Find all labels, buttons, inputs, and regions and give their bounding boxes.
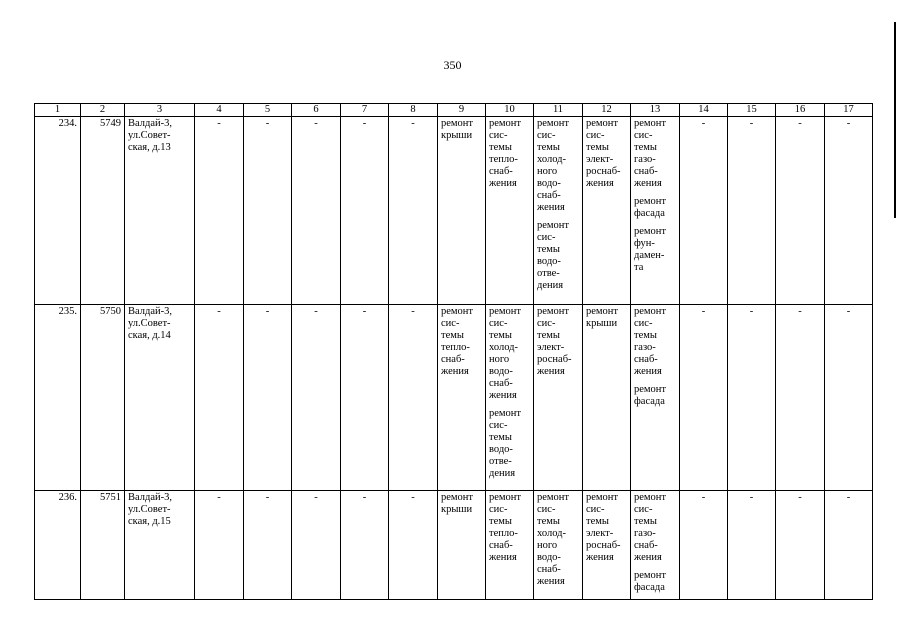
empty-cell: - [680, 491, 728, 600]
empty-cell: - [195, 491, 244, 600]
work-item: ремонт фасада [634, 570, 667, 593]
works-cell [486, 117, 534, 305]
table-row [35, 491, 873, 600]
work-item: ремонт фасада [634, 196, 667, 219]
row-number: 234. [35, 117, 81, 305]
column-number: 12 [583, 104, 631, 117]
empty-cell: - [195, 117, 244, 305]
column-number: 15 [728, 104, 776, 117]
empty-cell: - [728, 491, 776, 600]
work-item: ремонт сис- темы холод- ного водо- снаб- жения [537, 118, 570, 213]
column-number: 3 [125, 104, 195, 117]
work-item: ремонт фасада [634, 384, 667, 407]
column-number: 2 [81, 104, 125, 117]
column-number: 16 [776, 104, 825, 117]
empty-cell: - [195, 305, 244, 491]
column-number: 8 [389, 104, 438, 117]
works-cell [583, 491, 631, 600]
empty-cell: - [292, 491, 341, 600]
house-id: 5750 [81, 305, 125, 491]
column-number: 1 [35, 104, 81, 117]
house-address: Валдай-3, ул.Совет- ская, д.14 [125, 305, 195, 491]
work-item: ремонт крыши [441, 118, 474, 141]
empty-cell: - [244, 491, 292, 600]
empty-cell: - [825, 305, 873, 491]
empty-cell: - [341, 117, 389, 305]
empty-cell: - [389, 117, 438, 305]
empty-cell: - [292, 117, 341, 305]
work-item: ремонт крыши [586, 306, 619, 329]
column-number: 17 [825, 104, 873, 117]
work-item: ремонт сис- темы тепло- снаб- жения [441, 306, 474, 377]
works-cell [438, 305, 486, 491]
empty-cell: - [244, 117, 292, 305]
empty-cell: - [680, 117, 728, 305]
row-number: 235. [35, 305, 81, 491]
work-item: ремонт крыши [441, 492, 474, 515]
works-cell [583, 305, 631, 491]
empty-cell: - [292, 305, 341, 491]
empty-cell: - [728, 117, 776, 305]
house-address: Валдай-3, ул.Совет- ская, д.15 [125, 491, 195, 600]
column-number: 11 [534, 104, 583, 117]
empty-cell: - [776, 305, 825, 491]
work-item: ремонт сис- темы водо- отве- дения [537, 220, 570, 291]
empty-cell: - [341, 491, 389, 600]
column-number-row [35, 104, 873, 117]
margin-bar [894, 22, 896, 218]
empty-cell: - [680, 305, 728, 491]
work-item: ремонт сис- темы газо- снаб- жения [634, 492, 667, 563]
works-cell [486, 305, 534, 491]
empty-cell: - [728, 305, 776, 491]
empty-cell: - [389, 491, 438, 600]
work-item: ремонт сис- темы тепло- снаб- жения [489, 492, 522, 563]
empty-cell: - [825, 491, 873, 600]
work-item: ремонт сис- темы элект- роснаб- жения [586, 492, 621, 563]
works-cell [534, 117, 583, 305]
work-item: ремонт фун- дамен- та [634, 226, 667, 273]
table-row [35, 305, 873, 491]
work-item: ремонт сис- темы холод- ного водо- снаб- жения [489, 306, 522, 401]
empty-cell: - [825, 117, 873, 305]
row-number: 236. [35, 491, 81, 600]
works-cell [486, 491, 534, 600]
works-cell [583, 117, 631, 305]
works-cell [631, 305, 680, 491]
empty-cell: - [389, 305, 438, 491]
page-number: 350 [443, 58, 462, 72]
works-table [34, 103, 873, 600]
column-number: 14 [680, 104, 728, 117]
house-id: 5751 [81, 491, 125, 600]
column-number: 4 [195, 104, 244, 117]
works-cell [438, 491, 486, 600]
works-cell [631, 117, 680, 305]
column-number: 7 [341, 104, 389, 117]
column-number: 13 [631, 104, 680, 117]
works-cell [438, 117, 486, 305]
empty-cell: - [776, 117, 825, 305]
house-id: 5749 [81, 117, 125, 305]
work-item: ремонт сис- темы водо- отве- дения [489, 408, 522, 479]
work-item: ремонт сис- темы элект- роснаб- жения [586, 118, 621, 189]
column-number: 5 [244, 104, 292, 117]
table-row [35, 117, 873, 305]
house-address: Валдай-3, ул.Совет- ская, д.13 [125, 117, 195, 305]
column-number: 10 [486, 104, 534, 117]
work-item: ремонт сис- темы газо- снаб- жения [634, 306, 667, 377]
column-number: 6 [292, 104, 341, 117]
works-cell [534, 491, 583, 600]
work-item: ремонт сис- темы газо- снаб- жения [634, 118, 667, 189]
empty-cell: - [341, 305, 389, 491]
works-cell [534, 305, 583, 491]
work-item: ремонт сис- темы тепло- снаб- жения [489, 118, 522, 189]
work-item: ремонт сис- темы элект- роснаб- жения [537, 306, 572, 377]
column-number: 9 [438, 104, 486, 117]
empty-cell: - [244, 305, 292, 491]
empty-cell: - [776, 491, 825, 600]
work-item: ремонт сис- темы холод- ного водо- снаб- жения [537, 492, 570, 587]
works-cell [631, 491, 680, 600]
